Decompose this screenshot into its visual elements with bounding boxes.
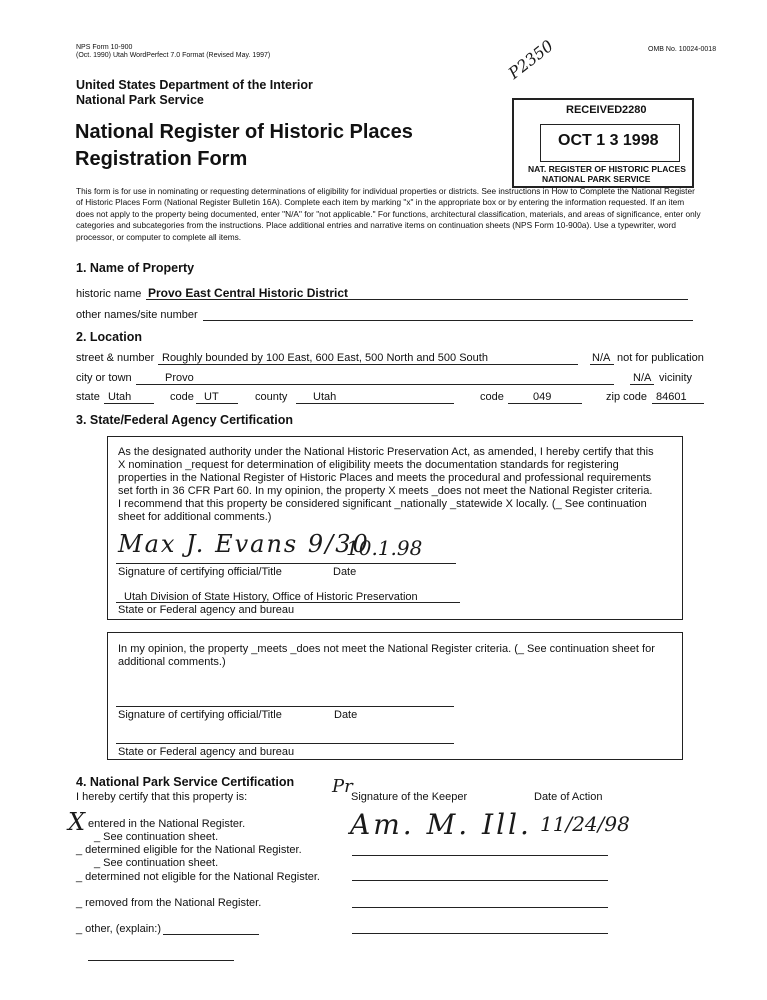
keeper-signature-handwritten: Am. M. Ill. (350, 808, 532, 841)
item-determined-continuation: _ See continuation sheet. (94, 857, 219, 869)
item-entered-continuation: _ See continuation sheet. (94, 831, 219, 843)
vicinity-value: N/A (633, 372, 652, 384)
cert-text-line1: As the designated authority under the National Historic Preservation Act, as amended, I hereby certify that this (118, 446, 654, 458)
date-of-action-label: Date of Action (534, 791, 603, 803)
other-names-underline (203, 320, 693, 321)
form-title-line1: National Register of Historic Places (75, 121, 413, 143)
not-for-publication-underline (590, 364, 614, 365)
state-underline (104, 403, 154, 404)
vicinity-underline (630, 384, 654, 385)
form-revision: (Oct. 1990) Utah WordPerfect 7.0 Format (Revised May. 1997) (76, 52, 271, 59)
street-label: street & number (76, 352, 155, 364)
agency2-line (116, 743, 454, 744)
county-value: Utah (313, 391, 337, 403)
state-label: state (76, 391, 100, 403)
historic-name-underline (146, 299, 688, 300)
other-names-label: other names/site number (76, 309, 198, 321)
keeper-line-3 (352, 880, 608, 881)
state-code-value: UT (204, 391, 219, 403)
stamp-received-number: 2280 (622, 104, 647, 116)
state-code-label: code (170, 391, 194, 403)
stamp-org-line1: NAT. REGISTER OF HISTORIC PLACES (528, 164, 686, 174)
action-date-handwritten: 11/24/98 (540, 812, 630, 836)
city-underline (136, 384, 614, 385)
keeper-line-5 (352, 933, 608, 934)
margin-handwritten-note: P2350 (504, 36, 557, 83)
state-value: Utah (108, 391, 132, 403)
item-other: _ other, (explain:) (76, 923, 161, 935)
section2-heading: 2. Location (76, 330, 142, 344)
city-value: Provo (165, 372, 194, 384)
stamp-date: OCT 1 3 1998 (558, 132, 659, 149)
county-code-value: 049 (533, 391, 552, 403)
other-explain-line2 (88, 960, 234, 961)
cert-text-line4: set forth in 36 CFR Part 60. In my opinion, the property X meets _does not meet the National Register criteria. (118, 485, 653, 497)
form-number: NPS Form 10-900 (76, 44, 133, 51)
county-code-underline (508, 403, 582, 404)
cert-text-line5: I recommend that this property be considered significant _nationally _statewide X locally. (_ See continuation (118, 498, 647, 510)
zip-label: zip code (606, 391, 647, 403)
certifying-date-handwritten: 10.1.98 (346, 536, 423, 560)
omb-number: OMB No. 10024-0018 (648, 46, 717, 53)
keeper-initials-handwritten: Pr (332, 776, 353, 797)
entered-check-mark: X (68, 808, 86, 836)
keeper-line-4 (352, 907, 608, 908)
street-underline (158, 364, 578, 365)
section4-certify-text: I hereby certify that this property is: (76, 791, 248, 803)
zip-underline (652, 403, 704, 404)
not-for-publication-label: not for publication (617, 352, 704, 364)
other-explain-line (163, 934, 259, 935)
item-determined-eligible: _ determined eligible for the National Register. (76, 844, 302, 856)
stamp-org-line2: NATIONAL PARK SERVICE (542, 174, 651, 184)
state-code-underline (196, 403, 238, 404)
county-code-label: code (480, 391, 504, 403)
section1-heading: 1. Name of Property (76, 261, 195, 275)
agency-label: State or Federal agency and bureau (118, 604, 295, 616)
not-for-publication-value: N/A (592, 352, 611, 364)
department-name: United States Department of the Interior (76, 78, 313, 92)
section3-heading: 3. State/Federal Agency Certification (76, 413, 293, 427)
agency2-label: State or Federal agency and bureau (118, 746, 295, 758)
signature2-line (116, 706, 454, 707)
cert-text-line3: properties in the National Register of Historic Places and meets the procedural and professional requirements (118, 472, 652, 484)
date-label: Date (333, 566, 357, 578)
signature2-label: Signature of certifying official/Title (118, 709, 282, 721)
cert-text-line6: sheet for additional comments.) (118, 511, 272, 523)
form-title-line2: Registration Form (75, 148, 248, 170)
received-stamp (512, 98, 694, 188)
zip-value: 84601 (656, 391, 687, 403)
cert-text-line2: X nomination _request for determination of eligibility meets the documentation standards for registering (118, 459, 619, 471)
vicinity-label: vicinity (659, 372, 693, 384)
agency-value: Utah Division of State History, Office of Historic Preservation (124, 591, 418, 603)
stamp-received-label: RECEIVED (566, 104, 623, 116)
item-not-eligible: _ determined not eligible for the National Register. (76, 871, 320, 883)
opinion-text-line2: additional comments.) (118, 656, 226, 668)
keeper-line-2 (352, 855, 608, 856)
historic-name-value: Provo East Central Historic District (148, 286, 349, 300)
signature-label: Signature of certifying official/Title (118, 566, 282, 578)
street-value: Roughly bounded by 100 East, 600 East, 500 North and 500 South (162, 352, 488, 364)
date2-label: Date (334, 709, 358, 721)
historic-name-label: historic name (76, 288, 142, 300)
opinion-text-line1: In my opinion, the property _meets _does not meet the National Register criteria. (_ See continuation sheet for (118, 643, 655, 655)
certifying-official-signature: Max J. Evans 9/30 (118, 530, 370, 558)
item-removed: _ removed from the National Register. (76, 897, 262, 909)
service-name: National Park Service (76, 93, 204, 107)
keeper-signature-label: Signature of the Keeper (351, 791, 468, 803)
instructions-paragraph: This form is for use in nominating or requesting determinations of eligibility for individual properties or districts. See instructions in How to Complete the National Register of Historic Places Form (National Register Bulletin 16A). Complete each item by marking "x" in the appropriate box or by entering the information requested. If an item does not apply to the property being documented, enter "N/A" for "not applicable." For functions, architectural classification, materials, and areas of significance, enter only categories and subcategories from the instructions. Place additional entries and narrative items on continuation sheets (NPS Form 10-900a). Use a typewriter, word processor, or computer to complete all items. (76, 186, 701, 242)
county-underline (296, 403, 454, 404)
county-label: county (255, 391, 288, 403)
signature-line (116, 563, 456, 564)
item-entered: entered in the National Register. (88, 818, 246, 830)
agency-underline (116, 602, 460, 603)
section4-heading: 4. National Park Service Certification (76, 775, 295, 789)
city-label: city or town (76, 372, 132, 384)
